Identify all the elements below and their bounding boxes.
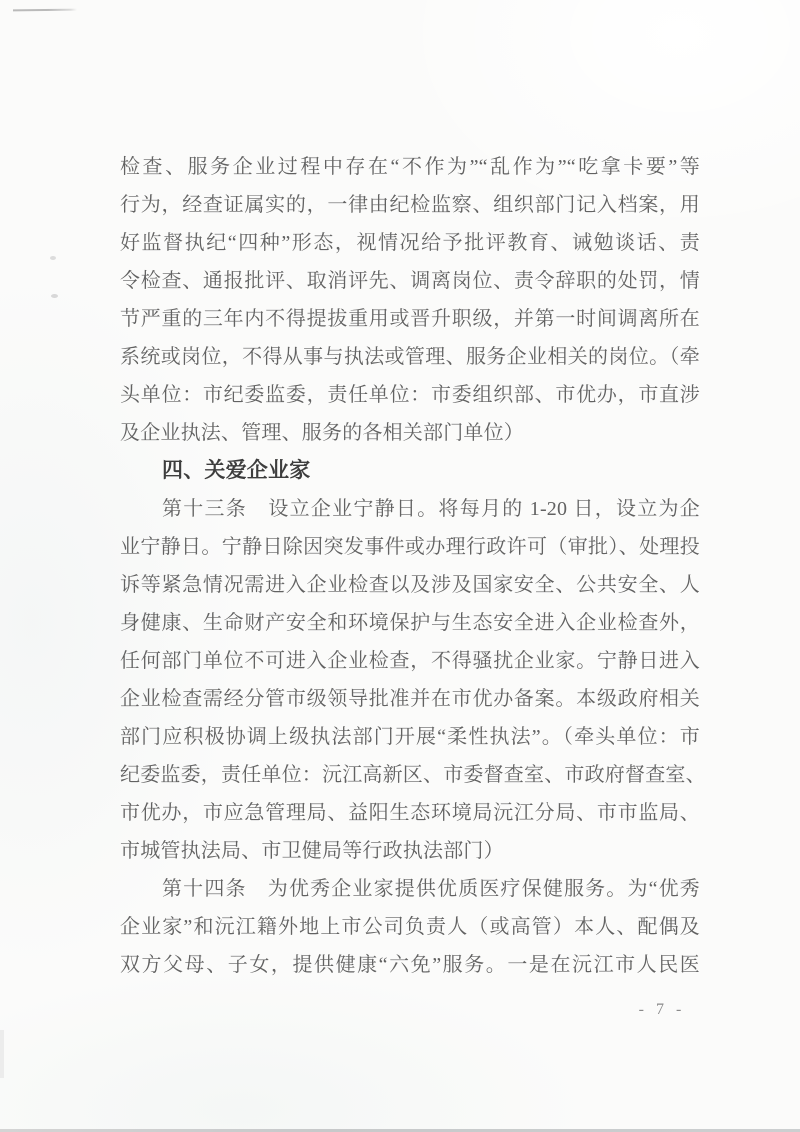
- scan-artifact-speck: [50, 256, 56, 260]
- text-line: 企业家”和沅江籍外地上市公司负责人（或高管）本人、配偶及: [120, 916, 700, 938]
- text-line: 行为，经查证属实的，一律由纪检监察、组织部门记入档案，用: [120, 194, 700, 216]
- text-line: 好监督执纪“四种”形态，视情况给予批评教育、诫勉谈话、责: [120, 232, 700, 254]
- text-line: 系统或岗位，不得从事与执法或管理、服务企业相关的岗位。（牵: [120, 346, 700, 368]
- text-line: 纪委监委，责任单位：沅江高新区、市委督查室、市政府督查室、: [120, 764, 706, 786]
- text-line: 企业检查需经分管市级领导批准并在市优办备案。本级政府相关: [120, 688, 700, 710]
- text-line: 令检查、通报批评、取消评先、调离岗位、责令辞职的处罚，情: [120, 270, 700, 292]
- text-line: 市优办，市应急管理局、益阳生态环境局沅江分局、市市监局、: [120, 802, 700, 824]
- text-line: 检查、服务企业过程中存在“不作为”“乱作为”“吃拿卡要”等: [120, 156, 700, 178]
- text-line: 双方父母、子女，提供健康“六免”服务。一是在沅江市人民医: [120, 954, 700, 976]
- text-line: 部门应积极协调上级执法部门开展“柔性执法”。（牵头单位：市: [120, 726, 700, 748]
- text-line: 第十三条 设立企业宁静日。将每月的 1-20 日，设立为企: [162, 498, 700, 520]
- text-line: 头单位：市纪委监委，责任单位：市委组织部、市优办，市直涉: [120, 384, 700, 406]
- text-line: 业宁静日。宁静日除因突发事件或办理行政许可（审批）、处理投: [120, 536, 700, 558]
- text-line: 及企业执法、管理、服务的各相关部门单位）: [120, 422, 524, 444]
- text-line: 市城管执法局、市卫健局等行政执法部门）: [120, 840, 504, 862]
- text-line: 任何部门单位不可进入企业检查，不得骚扰企业家。宁静日进入: [120, 650, 700, 672]
- text-line: 身健康、生命财产安全和环境保护与生态安全进入企业检查外，: [120, 612, 700, 634]
- page-number: - 7 -: [638, 1001, 686, 1018]
- scan-artifact-left-edge: [0, 1030, 4, 1078]
- text-block: [120, 148, 706, 984]
- text-line: 节严重的三年内不得提拔重用或晋升职级，并第一时间调离所在: [120, 308, 700, 330]
- scan-artifact-top-line: [13, 9, 77, 12]
- scan-artifact-speck: [51, 294, 58, 298]
- section-heading: 四、关爱企业家: [162, 459, 311, 482]
- text-line: 第十四条 为优秀企业家提供优质医疗保健服务。为“优秀: [162, 878, 700, 900]
- text-line: 诉等紧急情况需进入企业检查以及涉及国家安全、公共安全、人: [120, 574, 700, 596]
